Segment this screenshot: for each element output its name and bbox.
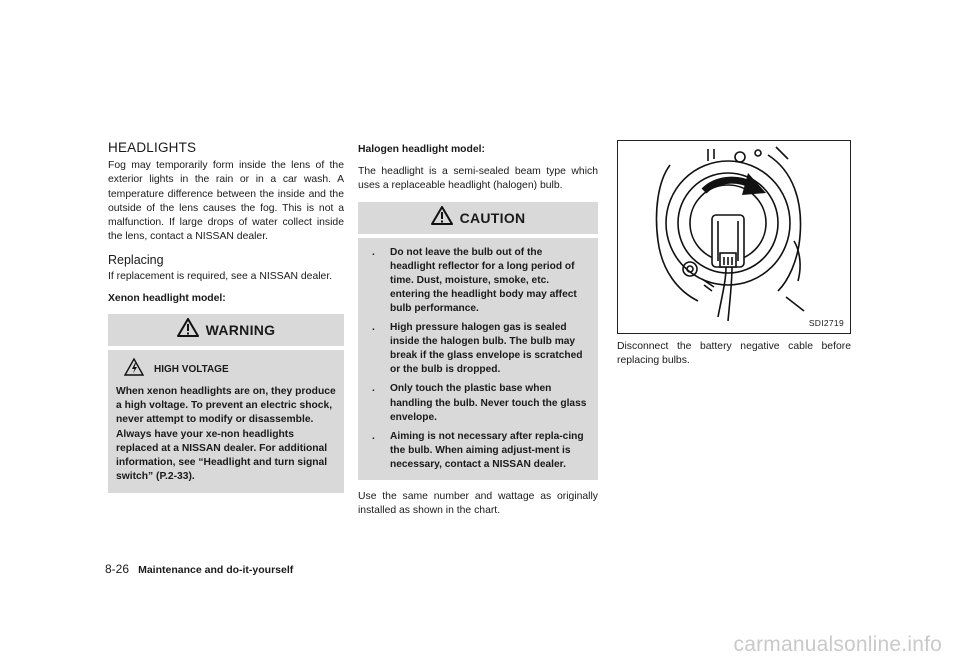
xenon-model-label: Xenon headlight model: — [108, 293, 226, 305]
high-voltage-label: HIGH VOLTAGE — [154, 364, 229, 376]
lightning-bolt-icon — [124, 358, 144, 381]
warning-body — [108, 350, 344, 492]
warning-title: WARNING — [205, 322, 276, 339]
page-number: 8-26 — [105, 562, 130, 576]
section-heading: HEADLIGHTS — [108, 140, 197, 155]
watermark: carmanualsonline.info — [733, 633, 942, 656]
warning-triangle-icon — [431, 206, 453, 230]
intro-paragraph: Fog may temporarily form inside the lens of the exterior lights in the rain or in a car wash. A temperature difference between the inside and the outside of the lens causes the fog. This is not a malfunction. If large drops of water collect inside the lens, contact a NISSAN dealer. — [108, 160, 344, 243]
subheading-replacing: Replacing — [108, 252, 164, 267]
halogen-paragraph: The headlight is a semi-sealed beam type which uses a replaceable headlight (halogen) bulb. — [358, 166, 598, 192]
figure-id: SDI2719 — [808, 318, 844, 328]
bulb-removal-illustration — [618, 141, 850, 333]
headlight-bulb-figure — [617, 140, 851, 334]
caution-item: . High pressure halogen gas is sealed inside the halogen bulb. The bulb may break if the glass envelope is scratched or the bulb is dropped. — [372, 322, 583, 376]
caution-item: . Aiming is not necessary after repla-cing the bulb. When aiming adjust-ment is necessary, contact a NISSAN dealer. — [372, 430, 584, 470]
caution-title: CAUTION — [459, 209, 526, 226]
caution-header — [358, 202, 598, 234]
caution-item: . Only touch the plastic base when handling the bulb. Never touch the glass envelope. — [372, 383, 587, 423]
battery-note: Disconnect the battery negative cable before replacing bulbs. — [617, 341, 851, 367]
middle-column — [358, 140, 598, 527]
left-column — [108, 140, 344, 493]
caution-body — [358, 238, 598, 480]
warning-text: When xenon headlights are on, they produce a high voltage. To prevent an electric shock, never attempt to modify or disassemble. Always have your xe-non headlights replaced at a NISSAN dealer. For additional information, see “Headlight and turn signal switch” (P.2-33). — [116, 386, 336, 483]
warning-header — [108, 314, 344, 346]
wattage-paragraph: Use the same number and wattage as originally installed as shown in the chart. — [358, 491, 598, 517]
caution-item: . Do not leave the bulb out of the headlight reflector for a long period of time. Dust, moisture, smoke, etc. entering the headlight body may affect bulb performance. — [372, 246, 577, 314]
warning-triangle-icon — [177, 318, 199, 342]
halogen-model-label: Halogen headlight model: — [358, 144, 486, 155]
footer-section: Maintenance and do-it-yourself — [138, 564, 294, 576]
replace-note: If replacement is required, see a NISSAN dealer. — [108, 270, 333, 282]
right-column — [617, 140, 851, 377]
page-footer — [105, 562, 293, 576]
